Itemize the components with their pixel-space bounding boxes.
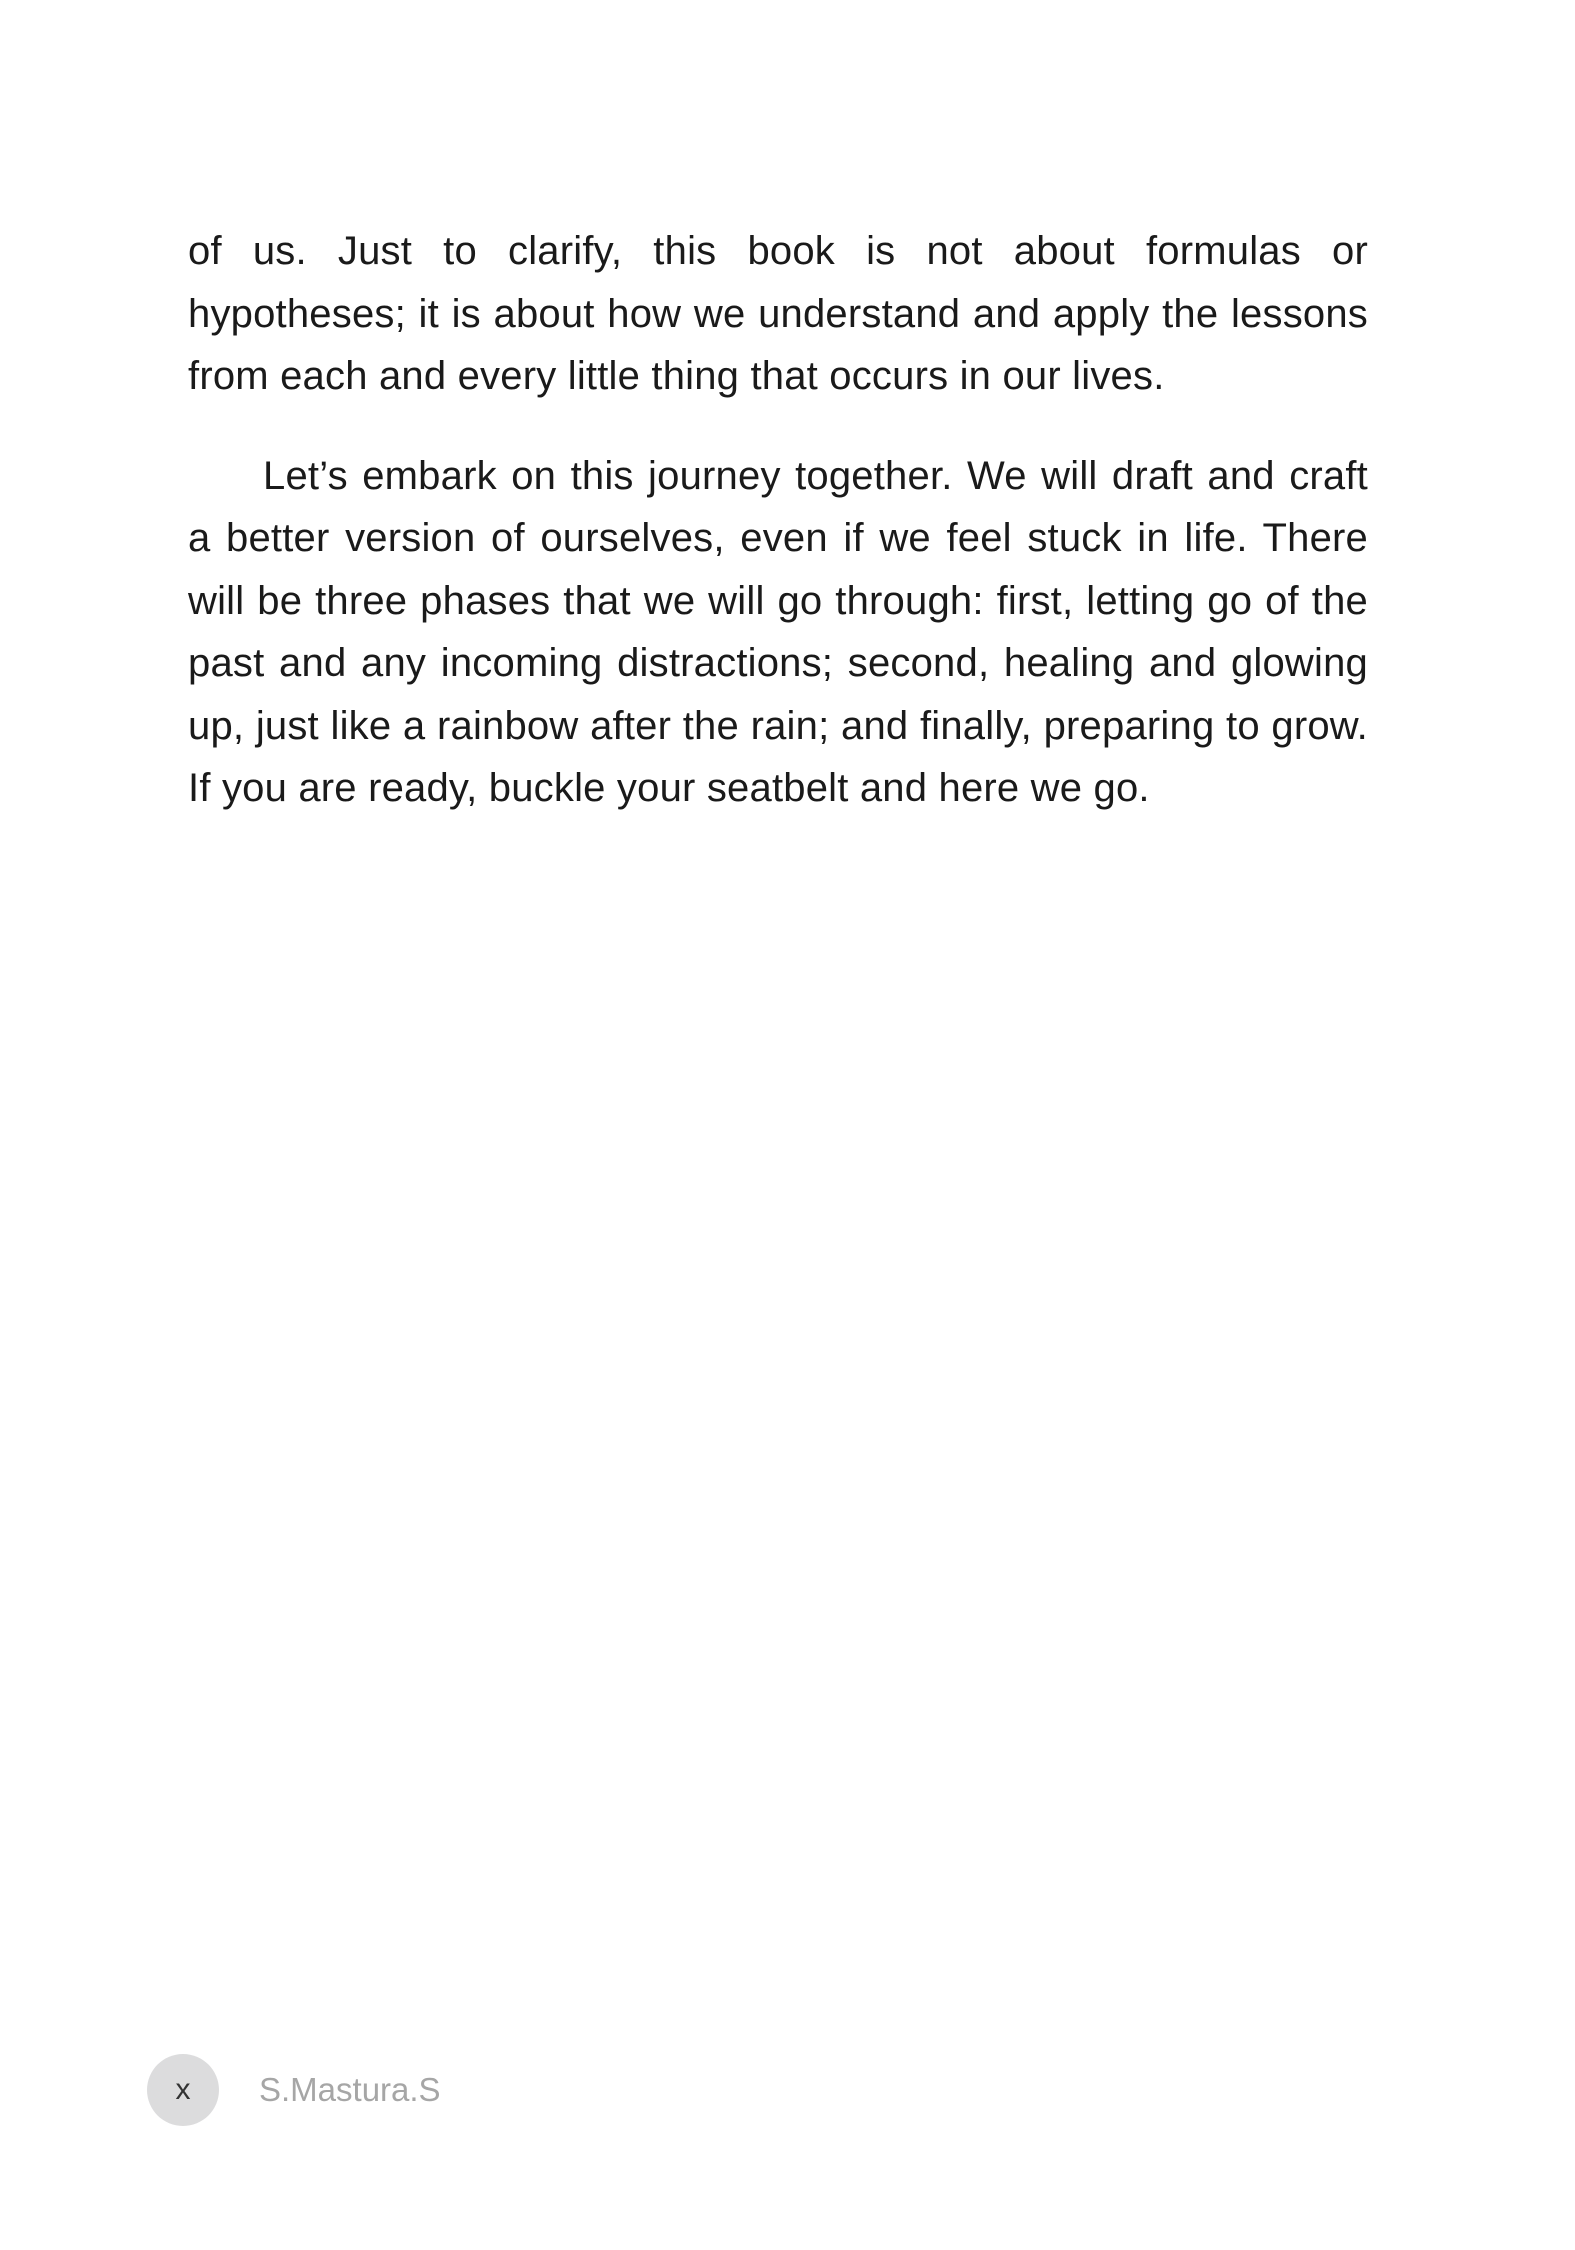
paragraph-continued: of us. Just to clarify, this book is not about formulas or hypotheses; it is about how we understand and apply the lessons from each and every little thing that occurs in our lives. — [188, 229, 1368, 398]
author-name: S.Mastura.S — [259, 2071, 441, 2108]
page-number: x — [175, 2073, 191, 2106]
page-footer — [147, 2054, 441, 2126]
page-body — [188, 220, 1368, 820]
page-number-badge — [147, 2054, 219, 2126]
paragraph-journey: Let’s embark on this journey together. We will draft and craft a better version of ourselves, even if we feel stuck in life. There will be three phases that we will go through: first, letting go of the past and any incoming distractions; second, healing and glowing up, just like a rainbow after the rain; and finally, preparing to grow. If you are ready, buckle your seatbelt and here we go. — [188, 453, 1368, 810]
